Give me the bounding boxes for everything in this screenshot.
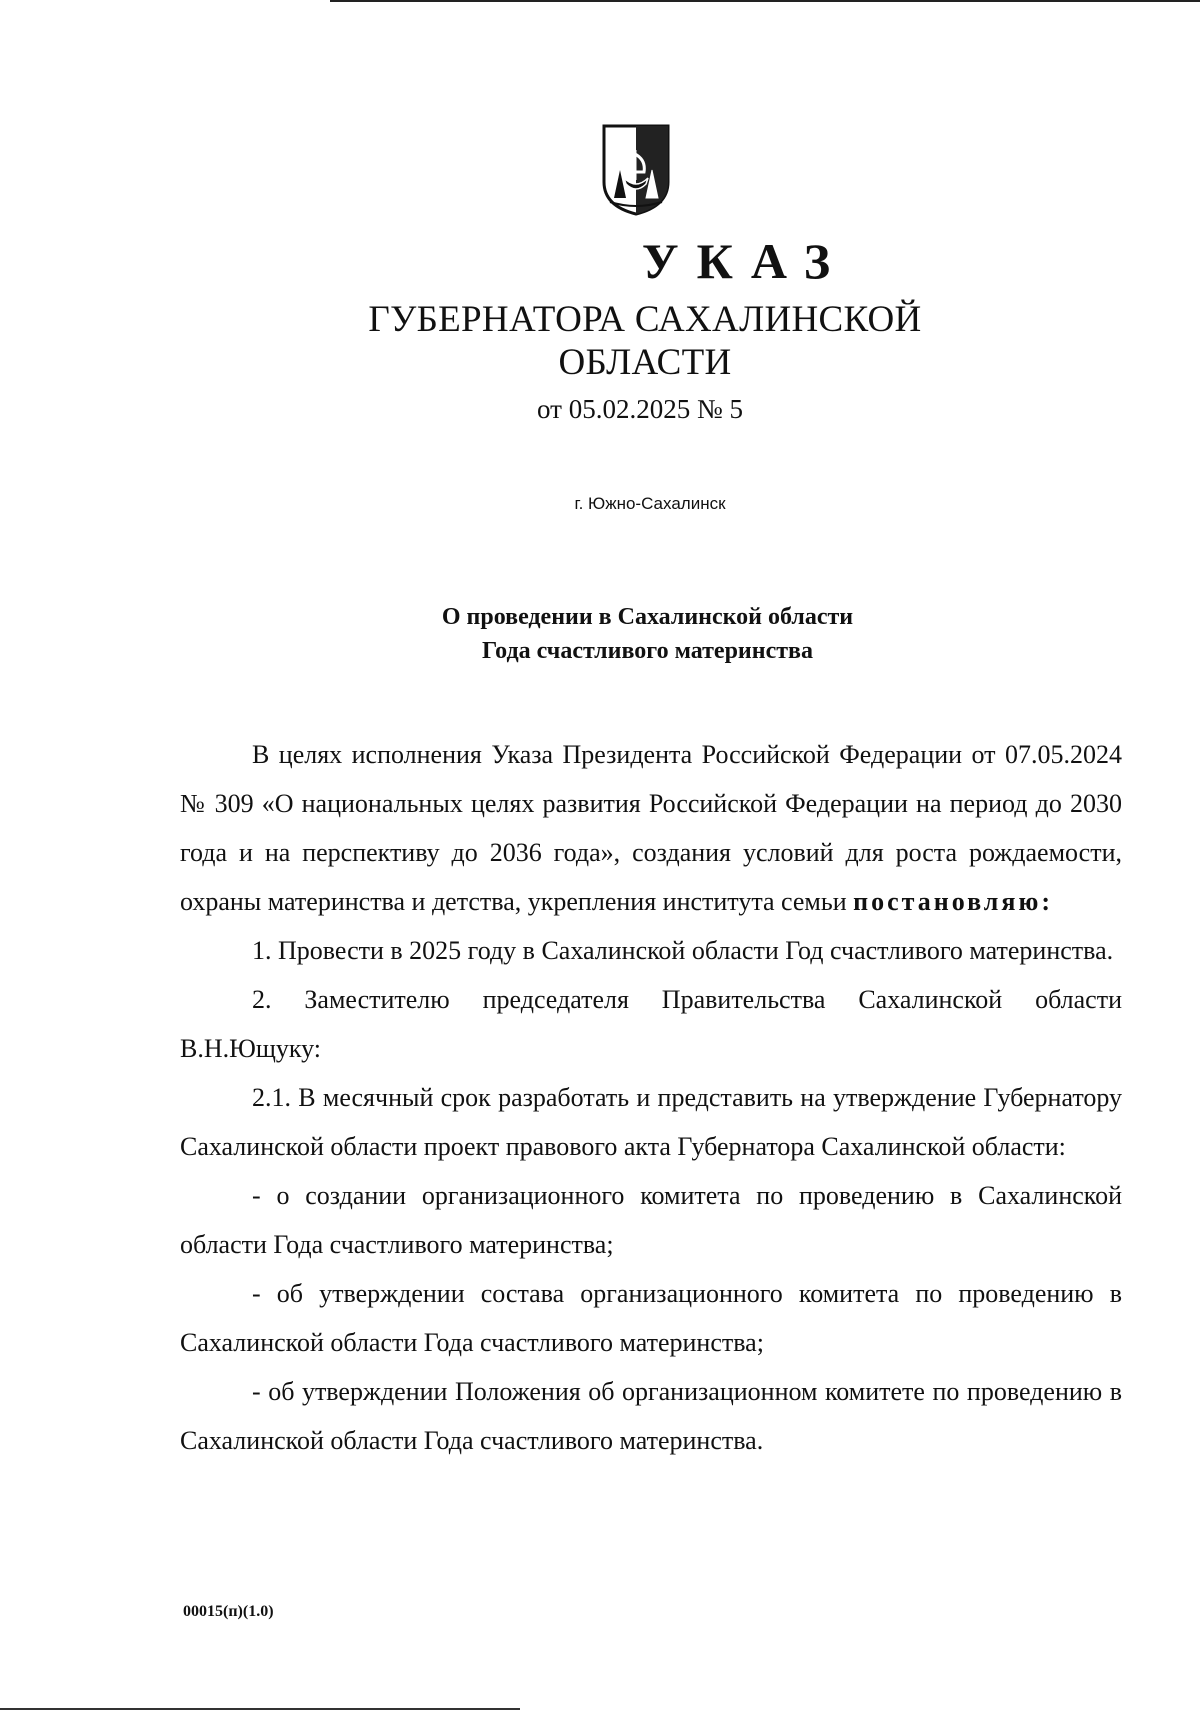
decree-subject: [330, 600, 965, 668]
item-2-1: 2.1. В месячный срок разработать и представить на утверждение Губернатору Сахалинской области проект правового акта Губернатора Сахалинской области:: [180, 1083, 1122, 1161]
bullet-1: - о создании организационного комитета по проведению в Сахалинской области Года счастливого материнства;: [180, 1181, 1122, 1259]
bullet-3: - об утверждении Положения об организационном комитете по проведению в Сахалинской области Года счастливого материнства.: [180, 1377, 1122, 1455]
document-type-title: УКАЗ: [641, 233, 849, 289]
bullet-2: - об утверждении состава организационного комитета по проведению в Сахалинской области Года счастливого материнства;: [180, 1279, 1122, 1357]
issue-city: г. Южно-Сахалинск: [574, 494, 726, 513]
preamble-paragraph: [180, 730, 1122, 926]
coat-of-arms-icon: [600, 120, 672, 216]
preamble-text: В целях исполнения Указа Президента Российской Федерации от 07.05.2024 № 309 «О национальных целях развития Российской Федерации на период до 2030 года и на перспективу до 2036 года», создания условий для роста рождаемости, охраны материнства и детства, укрепления института семьи: [180, 740, 1122, 916]
subject-line-1: О проведении в Сахалинской области: [441, 604, 854, 630]
form-code: 00015(п)(1.0): [183, 1603, 274, 1620]
issuer-title: ГУБЕРНАТОРА САХАЛИНСКОЙ ОБЛАСТИ: [368, 299, 922, 383]
item-1: 1. Провести в 2025 году в Сахалинской области Год счастливого материнства.: [252, 936, 1114, 965]
resolve-word: постановляю:: [853, 887, 1053, 916]
decree-body: [180, 730, 1122, 1465]
subject-line-2: Года счастливого материнства: [482, 638, 813, 664]
item-2: 2. Заместителю председателя Правительства Сахалинской области В.Н.Ющуку:: [180, 985, 1122, 1063]
coat-of-arms-emblem: [600, 120, 672, 216]
date-and-number: от 05.02.2025 № 5: [537, 394, 743, 424]
bottom-scan-rule: [0, 1708, 520, 1710]
top-scan-rule: [330, 0, 1200, 2]
